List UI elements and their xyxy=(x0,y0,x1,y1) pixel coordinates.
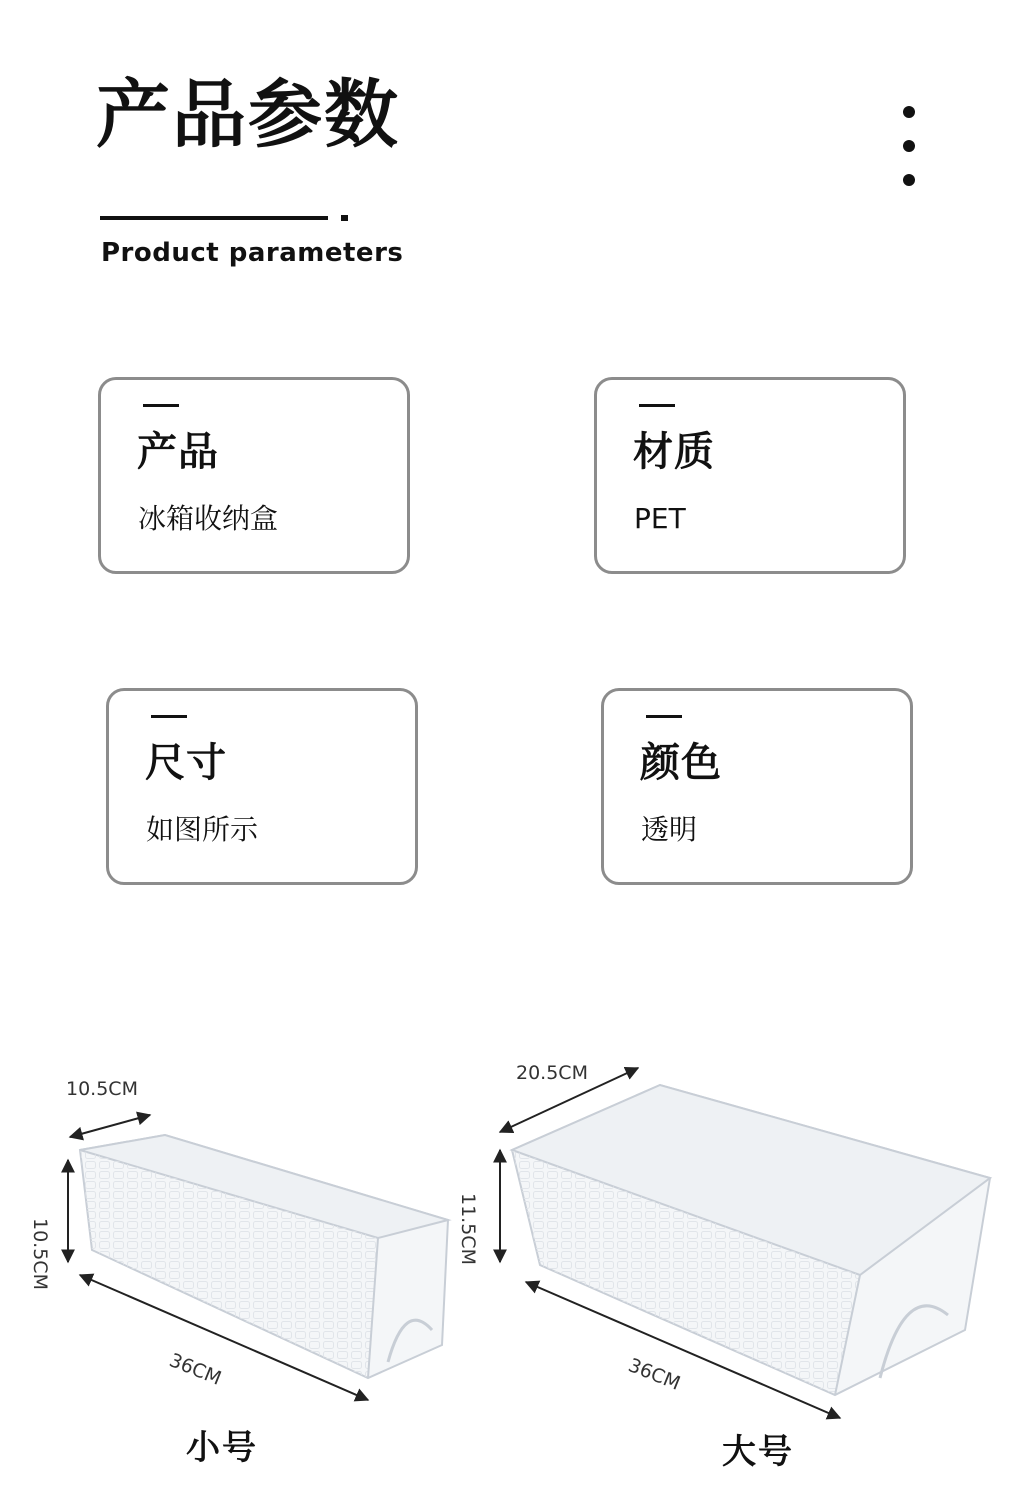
param-label: 尺寸 xyxy=(145,740,227,786)
more-vertical-icon[interactable] xyxy=(898,103,920,189)
param-value: 冰箱收纳盒 xyxy=(138,502,279,535)
param-label: 材质 xyxy=(633,429,715,475)
title-underline-dot xyxy=(341,215,348,221)
small-width-label: 10.5CM xyxy=(66,1078,138,1100)
page-title: 产品参数 xyxy=(96,72,400,158)
card-dash xyxy=(143,404,179,407)
large-box-image xyxy=(512,1085,990,1395)
small-length-label: 36CM xyxy=(166,1349,225,1390)
small-height-label: 10.5CM xyxy=(29,1218,51,1290)
param-label: 颜色 xyxy=(640,740,722,786)
page-subtitle: Product parameters xyxy=(101,238,404,268)
size-label-small: 小号 xyxy=(186,1428,258,1468)
card-dash xyxy=(151,715,187,718)
card-dash xyxy=(639,404,675,407)
product-dimension-illustration xyxy=(0,1030,1024,1512)
card-dash xyxy=(646,715,682,718)
large-width-label: 20.5CM xyxy=(516,1062,588,1084)
param-value: PET xyxy=(634,502,686,535)
large-length-label: 36CM xyxy=(625,1354,684,1395)
small-box-image xyxy=(80,1135,448,1378)
param-value: 透明 xyxy=(641,813,698,846)
param-card-size xyxy=(106,688,418,885)
size-label-large: 大号 xyxy=(722,1432,794,1472)
title-underline xyxy=(100,216,328,220)
param-card-material xyxy=(594,377,906,574)
large-height-label: 11.5CM xyxy=(457,1193,479,1265)
param-label: 产品 xyxy=(137,429,219,475)
param-card-product xyxy=(98,377,410,574)
param-value: 如图所示 xyxy=(146,813,259,846)
param-card-color xyxy=(601,688,913,885)
